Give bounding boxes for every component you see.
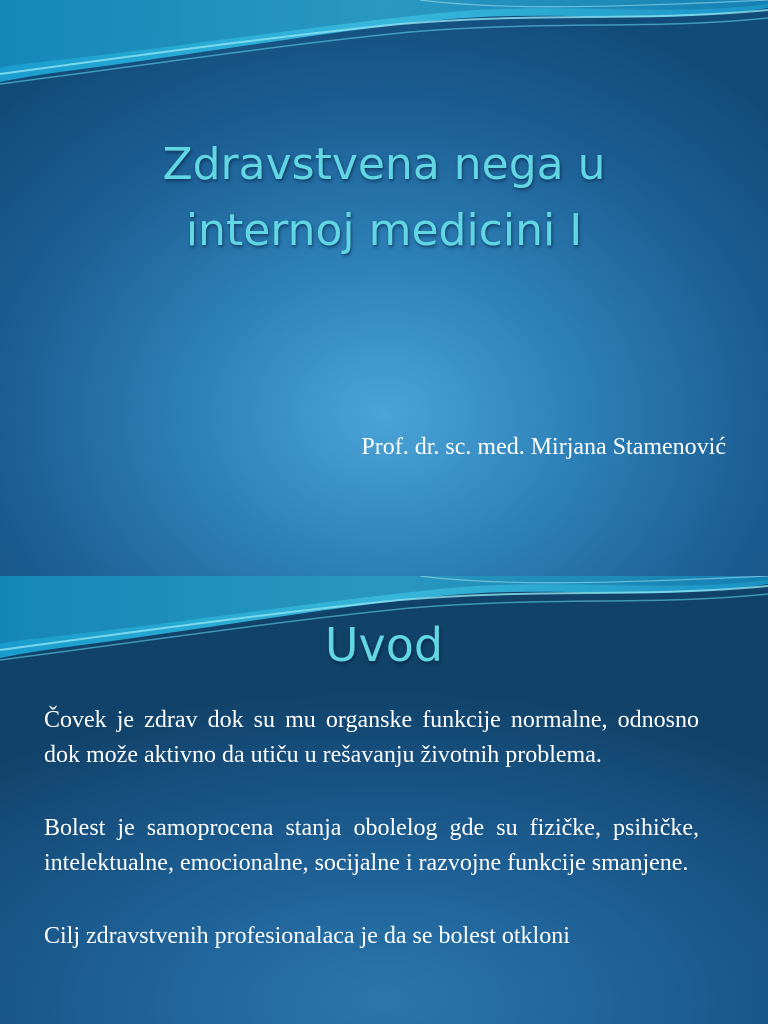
paragraph: Bolest je samoprocena stanja obolelog gde su fizičke, psihičke, intelektualne, emocionalne, socijalne i razvojne funkcije smanjene. <box>44 815 699 876</box>
slide-heading: Uvod <box>324 618 444 672</box>
slide-title <box>0 132 768 264</box>
slide-subtitle: Prof. dr. sc. med. Mirjana Stamenović <box>361 434 726 460</box>
wave-decoration <box>0 0 768 90</box>
paragraph: Cilj zdravstvenih profesionalaca je da se bolest otkloni <box>44 923 570 949</box>
slide-body <box>44 703 699 992</box>
content-slide <box>0 576 768 1024</box>
paragraph: Čovek je zdrav dok su mu organske funkcije normalne, odnosno dok može aktivno da utiču u rešavanju životnih problema. <box>44 707 699 768</box>
title-line-1: Zdravstvena nega u <box>162 139 606 190</box>
title-line-2: internoj medicini I <box>185 205 583 256</box>
